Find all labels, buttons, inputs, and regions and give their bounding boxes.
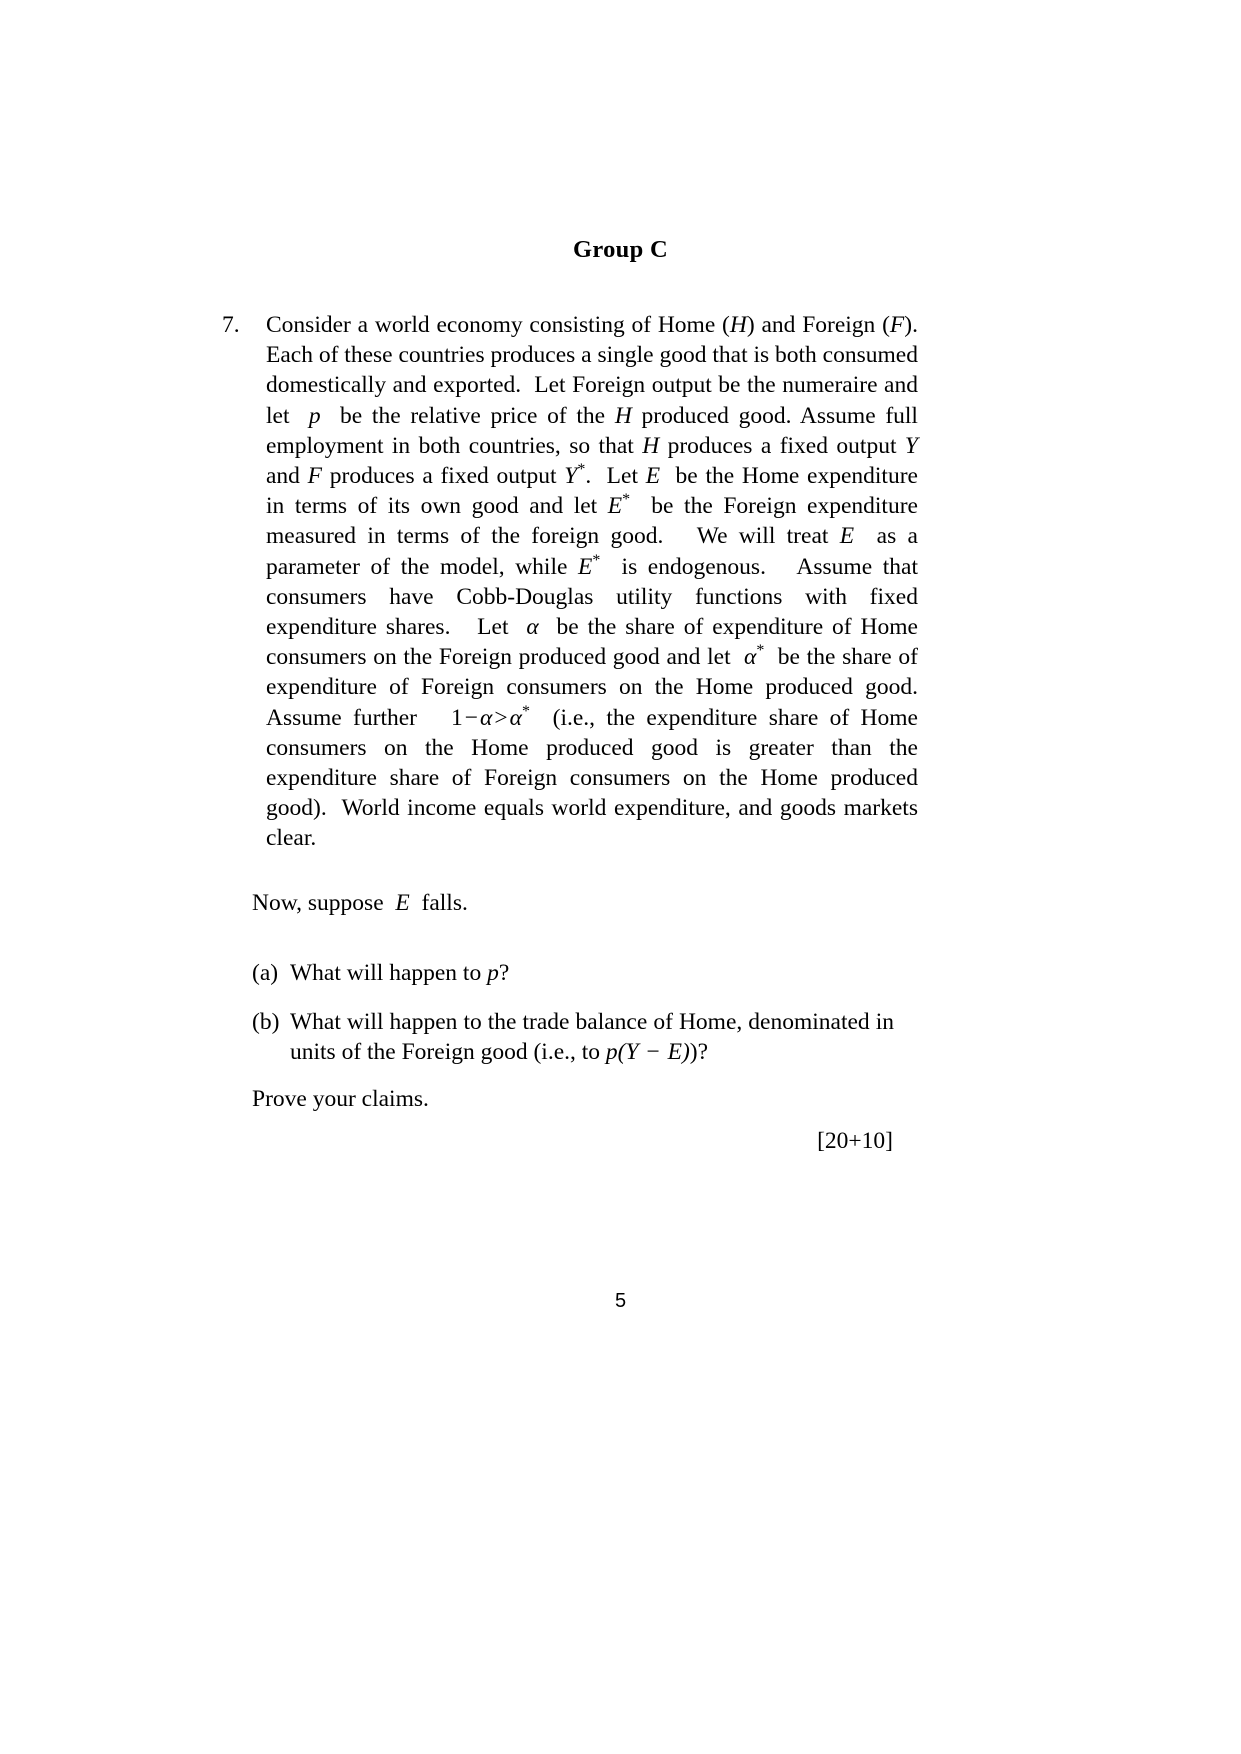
trade-balance-expression: p(Y − E) (605, 1039, 690, 1066)
paragraph-line: consumers on the Foreign produced good and let α* be the share of (266, 642, 918, 671)
question-paragraph (266, 310, 918, 854)
page-number: 5 (614, 1290, 627, 1312)
paragraph-line: consumers have Cobb-Douglas utility functions with fixed (266, 583, 918, 610)
question-7 (222, 310, 918, 854)
sub-question-list (252, 958, 894, 1086)
inequality-expression: 1−α>α* (451, 702, 530, 731)
marks-allocation: [20+10] (817, 1128, 893, 1154)
sub-question-a (252, 958, 894, 989)
paragraph-line: parameter of the model, while E* is endogenous. Assume that (266, 551, 918, 580)
paragraph-line: expenditure of Foreign consumers on the Home produced good. (266, 674, 918, 701)
sub-question-line: units of the Foreign good (i.e., to p(Y − E))? (290, 1039, 709, 1066)
sub-question-line: What will happen to the trade balance of Home, denominated in (290, 1008, 894, 1035)
paragraph-line: in terms of its own good and let E* be the Foreign expenditure (266, 491, 918, 520)
paragraph-line: expenditure share of Foreign consumers on the Home produced (266, 765, 918, 792)
sub-question-label: (a) (252, 960, 279, 986)
paragraph-line: consumers on the Home produced good is greater than the (266, 734, 918, 761)
paragraph-line: Assume further 1−α>α* (i.e., the expenditure share of Home (266, 702, 918, 731)
paragraph-line: good). World income equals world expenditure, and goods markets (266, 795, 918, 822)
sub-question-text (290, 1007, 894, 1068)
paragraph-line: let p be the relative price of the H produced good. Assume full (266, 402, 918, 429)
paragraph-line: expenditure shares. Let α be the share of expenditure of Home (266, 614, 918, 641)
paragraph-line: clear. (266, 825, 317, 852)
paragraph-line: Consider a world economy consisting of Home (H) and Foreign (F). (266, 312, 918, 338)
question-row (222, 310, 918, 854)
page-title: Group C (573, 236, 668, 263)
now-suppose-line: Now, suppose E falls. (252, 890, 468, 916)
paragraph-line: employment in both countries, so that H produces a fixed output Y (266, 432, 918, 459)
paragraph-line: domestically and exported. Let Foreign output be the numeraire and (266, 372, 918, 399)
paragraph-line: measured in terms of the foreign good. We will treat E as a (266, 523, 918, 550)
sub-question-line: What will happen to p? (290, 960, 510, 986)
question-number: 7. (222, 312, 240, 338)
paragraph-line: Each of these countries produces a single good that is both consumed (266, 342, 918, 369)
sub-question-b (252, 1007, 894, 1068)
prove-claims-line: Prove your claims. (252, 1086, 429, 1112)
question-text (266, 310, 918, 854)
sub-question-text (290, 958, 894, 989)
paragraph-line: and F produces a fixed output Y*. Let E be the Home expenditure (266, 461, 918, 490)
sub-question-label: (b) (252, 1008, 280, 1035)
